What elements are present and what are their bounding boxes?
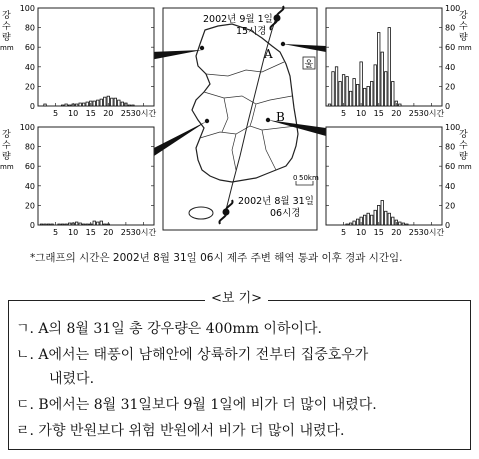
y-tick-label: 0 (445, 221, 451, 230)
x-tick-label: 10 (356, 109, 367, 118)
x-tick-label: 30시간 (418, 228, 445, 237)
x-tick-label: 25 (408, 109, 419, 118)
y-tick-label: 60 (445, 43, 456, 53)
bogi-title: <보 기> (205, 287, 268, 306)
rain-bar (367, 86, 369, 106)
svg-text:수: 수 (459, 22, 468, 32)
rain-bar (339, 82, 341, 107)
x-tick-label: 5 (53, 109, 59, 118)
station-tl-marker (200, 46, 204, 50)
rain-bar (132, 105, 134, 106)
rain-bar (360, 62, 362, 106)
svg-text:강: 강 (2, 11, 11, 21)
rain-bar (93, 221, 95, 225)
x-tick-label: 15 (373, 109, 384, 118)
x-tick-label: 25 (120, 109, 131, 118)
x-tick-label: 5 (341, 228, 347, 237)
y-tick-label: 100 (445, 123, 461, 132)
rain-bar (335, 67, 337, 106)
station-b-label: B (276, 110, 285, 124)
rain-bar (61, 105, 63, 106)
rain-bar (399, 104, 401, 106)
rain-bar (65, 104, 67, 106)
rain-bar (121, 102, 123, 106)
rain-bar (381, 201, 383, 226)
jeju-island (189, 207, 213, 219)
rain-bar (402, 223, 404, 225)
scale-zero: 0 (293, 174, 298, 182)
rain-bar (68, 223, 70, 225)
rain-bar (381, 52, 383, 106)
axis-title-br (458, 128, 472, 171)
rain-bar (86, 224, 88, 225)
rain-bar (349, 223, 351, 225)
rain-bar (353, 79, 355, 106)
svg-text:mm: mm (458, 163, 472, 171)
chart-frame (38, 8, 154, 106)
scale-label: 50km (299, 174, 319, 182)
y-tick-label: 60 (24, 162, 35, 172)
svg-text:mm: mm (0, 44, 14, 52)
svg-text:강: 강 (459, 11, 468, 21)
rain-bar (392, 82, 394, 107)
x-tick-label: 5 (341, 109, 347, 118)
y-tick-label: 60 (24, 43, 35, 53)
y-tick-label: 80 (24, 142, 35, 152)
x-tick-label: 10 (68, 228, 79, 237)
y-tick-label: 100 (445, 4, 461, 13)
svg-text:mm: mm (0, 163, 14, 171)
y-tick-label: 0 (29, 221, 35, 230)
axis-title-tr (458, 9, 472, 52)
rain-bar (82, 103, 84, 106)
y-tick-label: 60 (445, 162, 456, 172)
rain-bar (44, 104, 46, 106)
y-tick-label: 40 (445, 62, 456, 72)
rain-bar (65, 224, 67, 225)
rain-bar (111, 98, 113, 106)
svg-text:mm: mm (458, 44, 472, 52)
start-time-line2: 06시경 (270, 208, 301, 219)
rain-bar (374, 210, 376, 225)
rain-bar (385, 72, 387, 106)
island-label: 울 (304, 60, 314, 70)
rain-bar (388, 213, 390, 225)
y-tick-label: 20 (24, 201, 35, 211)
y-tick-label: 100 (19, 123, 35, 132)
rain-bar (40, 224, 42, 225)
rain-bar (356, 84, 358, 106)
rain-bar (406, 224, 408, 225)
rain-bar (346, 77, 348, 106)
chart-frame (38, 127, 154, 225)
svg-text:량: 량 (459, 33, 468, 43)
x-tick-label: 30시간 (130, 109, 157, 118)
x-tick-label: 25 (120, 228, 131, 237)
rain-bar (47, 224, 49, 225)
svg-text:수: 수 (459, 141, 468, 151)
svg-text:량: 량 (2, 33, 11, 43)
y-tick-label: 40 (24, 62, 35, 72)
x-tick-label: 30시간 (130, 228, 157, 237)
rain-bar (100, 221, 102, 225)
rain-bar (363, 88, 365, 106)
rain-bar (377, 33, 379, 107)
station-a-label: A (264, 47, 273, 61)
rain-bar (79, 223, 81, 225)
y-tick-label: 40 (445, 181, 456, 191)
x-tick-label: 30시간 (418, 109, 445, 118)
rain-bar (349, 91, 351, 106)
rain-bar (44, 224, 46, 225)
svg-text:수: 수 (2, 22, 11, 32)
x-tick-label: 20 (391, 109, 402, 118)
chart-bottom-left (20, 123, 157, 237)
chart-frame (326, 127, 442, 225)
rain-bar (356, 219, 358, 225)
y-tick-label: 0 (29, 102, 35, 111)
rain-bar (68, 105, 70, 106)
x-tick-label: 10 (68, 109, 79, 118)
rain-bar (61, 224, 63, 225)
rain-bar (104, 97, 106, 106)
rain-bar (353, 221, 355, 225)
statement-b: ㄴ. A에서는 태풍이 남해안에 상륙하기 전부터 집중호우가 (16, 347, 369, 363)
rain-bar (388, 28, 390, 106)
rain-bar (114, 98, 116, 106)
rain-bar (328, 104, 330, 106)
axis-title-bl (0, 128, 14, 171)
end-time-line1: 2002년 9월 1일 (203, 14, 273, 25)
svg-text:량: 량 (459, 152, 468, 162)
y-tick-label: 20 (445, 201, 456, 211)
y-tick-label: 20 (24, 82, 35, 92)
end-time-line2: 15시경 (236, 26, 267, 37)
rain-bar (332, 72, 334, 106)
start-time-line1: 2002년 8월 31일 (238, 196, 314, 207)
rain-bar (79, 103, 81, 106)
rain-bar (97, 100, 99, 106)
rain-bar (374, 65, 376, 106)
svg-text:량: 량 (2, 152, 11, 162)
rain-bar (97, 222, 99, 225)
rain-bar (370, 82, 372, 107)
statement-b-cont: 내렸다. (49, 371, 95, 387)
x-tick-label: 20 (391, 228, 402, 237)
svg-text:수: 수 (2, 141, 11, 151)
y-tick-label: 0 (445, 102, 451, 111)
chart-bottom-right (326, 123, 460, 237)
x-tick-label: 10 (356, 228, 367, 237)
chart-top-left (20, 4, 157, 118)
axis-title-tl (0, 9, 14, 52)
rain-bar (399, 222, 401, 225)
x-tick-label: 15 (373, 228, 384, 237)
rain-bar (367, 213, 369, 225)
rain-bar (342, 75, 344, 106)
rain-bar (51, 224, 53, 225)
rain-bar (100, 99, 102, 106)
rain-bar (118, 100, 120, 106)
statement-d: ㄹ. 가향 반원보다 위험 반원에서 비가 더 많이 내렸다. (16, 423, 345, 439)
y-tick-label: 80 (445, 23, 456, 33)
rain-bar (363, 215, 365, 225)
rain-bar (104, 224, 106, 225)
rain-bar (82, 224, 84, 225)
rain-bar (58, 224, 60, 225)
x-tick-label: 15 (85, 109, 96, 118)
rain-bar (93, 101, 95, 106)
x-tick-label: 5 (53, 228, 59, 237)
rain-bar (370, 215, 372, 225)
y-tick-label: 40 (24, 181, 35, 191)
y-tick-label: 20 (445, 82, 456, 92)
statement-a: ㄱ. A의 8월 31일 총 강우량은 400mm 이하이다. (16, 321, 322, 337)
rain-bar (346, 224, 348, 225)
svg-text:강: 강 (2, 130, 11, 140)
rain-bar (75, 222, 77, 225)
x-tick-label: 15 (85, 228, 96, 237)
rain-bar (75, 104, 77, 106)
y-tick-label: 80 (24, 23, 35, 33)
x-tick-label: 25 (408, 228, 419, 237)
x-tick-label: 20 (103, 109, 114, 118)
rain-bar (128, 105, 130, 106)
x-tick-label: 20 (103, 228, 114, 237)
svg-text:강: 강 (459, 130, 468, 140)
y-tick-label: 100 (19, 4, 35, 13)
statement-c: ㄷ. B에서는 8월 31일보다 9월 1일에 비가 더 많이 내렸다. (16, 397, 377, 413)
y-tick-label: 80 (445, 142, 456, 152)
rain-bar (86, 102, 88, 106)
rain-bar (392, 217, 394, 225)
chart-top-right (326, 4, 460, 118)
figure-caption: *그래프의 시간은 2002년 8월 31일 06시 제주 주변 해역 통과 이후 경과 시간임. (30, 252, 403, 264)
rain-bar (385, 211, 387, 225)
